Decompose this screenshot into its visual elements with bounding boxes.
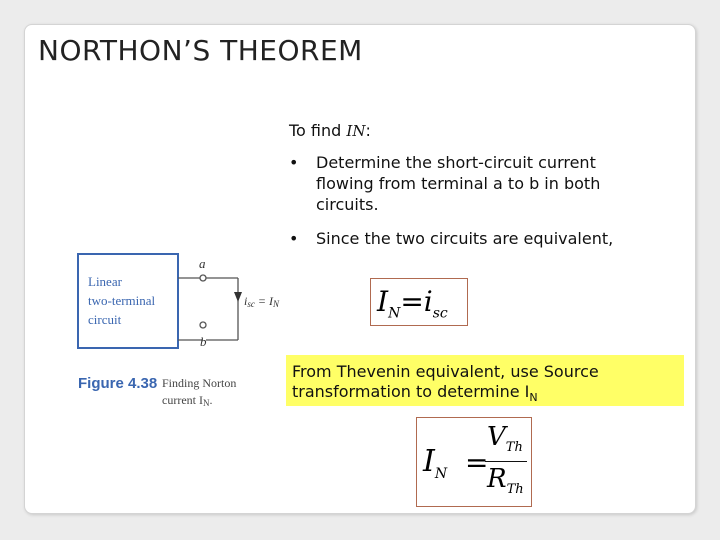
equation-vth-rth-box	[416, 417, 532, 507]
equation2-numerator: $V_{Th}$	[487, 422, 523, 456]
bullet-1-line3: circuits.	[316, 195, 379, 214]
box-label-line1: Linear	[88, 274, 122, 289]
equation-isc: $I_N=i_{sc}$	[377, 285, 448, 322]
intro-prefix: To find	[289, 121, 347, 140]
equation2-lhs: $I_N$	[423, 444, 448, 482]
terminal-a-label: a	[199, 256, 206, 271]
bullet-2	[316, 228, 613, 249]
intro-text	[289, 120, 371, 142]
bullet-2-line1: Since the two circuits are equivalent,	[316, 229, 614, 248]
slide-title: NORTHON’S THEOREM	[38, 34, 363, 67]
thevenin-note-highlight	[286, 355, 684, 406]
figure-number: Figure 4.38	[78, 375, 158, 392]
bullet-marker-2: •	[289, 229, 299, 248]
current-label: isc = IN	[244, 294, 279, 309]
equation2-equals: =	[465, 446, 489, 479]
box-label-line3: circuit	[88, 312, 122, 327]
norton-circuit-figure	[70, 250, 300, 420]
intro-variable: IN	[346, 122, 366, 140]
highlight-line1: From Thevenin equivalent, use Source	[292, 362, 599, 381]
caption-line2: current IN.	[162, 393, 213, 408]
terminal-a-node	[200, 275, 206, 281]
fraction-bar	[485, 461, 527, 462]
bullet-1	[316, 152, 600, 215]
bullet-1-line2: flowing from terminal a to b in both	[316, 174, 601, 193]
equation-isc-box	[370, 278, 468, 326]
terminal-b-label: b	[200, 334, 207, 349]
bullet-1-line1: Determine the short-circuit current	[316, 153, 596, 172]
bullet-marker-1: •	[289, 153, 299, 172]
box-label-line2: two-terminal	[88, 293, 156, 308]
caption-line1: Finding Norton	[162, 376, 237, 390]
intro-suffix: :	[365, 121, 371, 140]
current-arrow-icon	[234, 292, 242, 302]
equation2-denominator: $R_{Th}$	[487, 464, 524, 498]
terminal-b-node	[200, 322, 206, 328]
highlight-line2: transformation to determine $I_N$	[292, 382, 538, 405]
